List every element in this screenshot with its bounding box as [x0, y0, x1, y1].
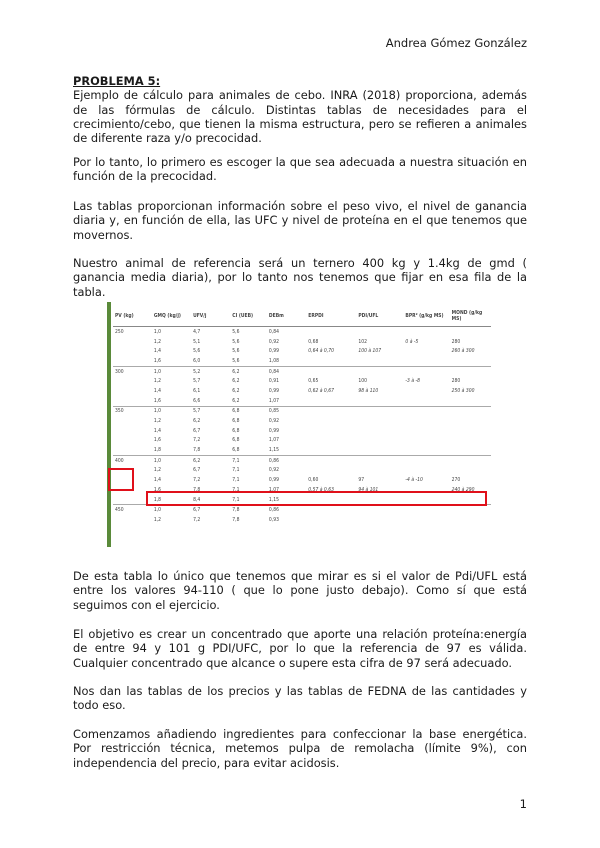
- table-cell: 1,4: [153, 477, 162, 484]
- table-cell: [450, 455, 491, 465]
- table-cell: 6,2: [232, 387, 240, 394]
- table-cell: 100 à 107: [358, 348, 382, 355]
- table-header-cell: CI (UEB): [230, 306, 267, 327]
- table-cell: 1,4: [153, 348, 162, 355]
- page-number: 1: [519, 797, 527, 811]
- table-cell: 5,2: [191, 366, 230, 376]
- table-cell: 0,92: [268, 418, 279, 425]
- table-cell: 1,2: [153, 516, 162, 523]
- paragraph-intro: Ejemplo de cálculo para animales de cebo. INRA (2018) proporciona, además de las fórmulas de cálculo. Distintas tablas de necesidades para el crecimiento/cebo, que tienen la misma estructura, pero se refieren a animales de diferente raza y/o precocidad.: [73, 88, 527, 146]
- table-cell: 6,2: [230, 366, 267, 376]
- author-header: Andrea Gómez González: [385, 36, 527, 50]
- table-cell: [113, 396, 152, 406]
- highlight-400kg: [108, 468, 134, 491]
- table-cell: 6,8: [232, 437, 240, 444]
- table-cell: [113, 445, 152, 455]
- table-cell: 0,62 à 0,67: [308, 387, 334, 394]
- table-cell: 1,0: [152, 455, 191, 465]
- table-cell: [306, 445, 356, 455]
- table-cell: [403, 356, 449, 366]
- table-cell: 6,2: [232, 397, 240, 404]
- table-cell: 6,7: [193, 427, 201, 434]
- table-cell: [113, 416, 152, 426]
- table-cell: 280: [451, 338, 461, 345]
- table-cell: 1,8: [153, 496, 162, 503]
- table-cell: 6,2: [191, 455, 230, 465]
- table-cell: [113, 337, 152, 347]
- table-cell: [113, 346, 152, 356]
- paragraph-reference-animal: Nuestro animal de referencia será un ternero 400 kg y 1.4kg de gmd ( ganancia media diaria), por lo tanto nos tenemos que fijar en esa fila de la tabla.: [73, 256, 527, 299]
- table-cell: 1,08: [268, 357, 279, 364]
- table-cell: 0,86: [267, 505, 306, 515]
- table-cell: 1,07: [268, 486, 279, 493]
- table-cell: 0,99: [268, 427, 279, 434]
- table-cell: 98 à 110: [358, 387, 379, 394]
- table-cell: 1,15: [268, 496, 279, 503]
- paragraph-energy-base: Comenzamos añadiendo ingredientes para confeccionar la base energética. Por restricción técnica, metemos pulpa de remolacha (límite 9%), con independencia del precio, para evitar acidosis.: [73, 727, 527, 770]
- table-cell: 0,99: [268, 348, 279, 355]
- table-cell: 1,4: [153, 427, 162, 434]
- table-cell: 450: [113, 505, 152, 515]
- table-cell: 102: [358, 338, 367, 345]
- table-cell: 0,57 à 0,63: [308, 486, 334, 493]
- table-cell: [306, 396, 356, 406]
- table-cell: -4 à -10: [405, 477, 423, 484]
- table-cell: 250: [115, 328, 124, 335]
- table-header-cell: UFV/j: [191, 306, 230, 327]
- table-cell: [403, 386, 449, 396]
- table-cell: 300: [113, 366, 152, 376]
- table-cell: 7,1: [232, 496, 240, 503]
- table-row: [113, 475, 491, 485]
- table-cell: 7,2: [193, 437, 201, 444]
- table-cell: 7,1: [232, 467, 240, 474]
- table-header-cell: ERPDI: [306, 306, 356, 327]
- table-cell: [403, 426, 449, 436]
- table-cell: 1,6: [153, 486, 162, 493]
- table-row: [113, 327, 491, 337]
- table-row: [113, 416, 491, 426]
- table-cell: [356, 466, 403, 476]
- table-cell: 94 à 101: [358, 486, 379, 493]
- table-row: [113, 505, 491, 515]
- table-cell: [403, 455, 449, 465]
- table-cell: [450, 436, 491, 446]
- table-cell: 7,8: [193, 447, 201, 454]
- table-cell: [306, 455, 356, 465]
- table-cell: 1,2: [153, 467, 162, 474]
- table-cell: 5,7: [193, 378, 201, 385]
- paragraph-prices: Nos dan las tablas de los precios y las tablas de FEDNA de las cantidades y todo eso.: [73, 684, 527, 713]
- table-header-cell: BPR² (g/kg MS): [403, 306, 449, 327]
- table-cell: 7,1: [232, 486, 240, 493]
- table-row: [113, 466, 491, 476]
- table-row: [113, 406, 491, 416]
- paragraph-objective: El objetivo es crear un concentrado que aporte una relación proteína:energía de entre 94 y 101 g PDI/UFC, por lo que la referencia de 97 es válida. Cualquier concentrado que alcance o supere esta cifra de 97 será adecuado.: [73, 627, 527, 670]
- table-cell: [306, 416, 356, 426]
- table-cell: 240 à 290: [451, 486, 475, 493]
- table-cell: 0 à -5: [405, 338, 419, 345]
- table-cell: [306, 327, 356, 337]
- paragraph-pdi-ufl: De esta tabla lo único que tenemos que mirar es si el valor de Pdi/UFL está entre los valores 94-110 ( que lo pone justo debajo). Como sí que está seguimos con el ejercicio.: [73, 569, 527, 612]
- table-row: [113, 396, 491, 406]
- highlight-row-1-4: [146, 491, 487, 506]
- table-header-cell: PDI/UFL: [356, 306, 403, 327]
- table-cell: 6,2: [193, 418, 201, 425]
- table-cell: 7,8: [230, 505, 267, 515]
- table-cell: 0,65: [308, 378, 319, 385]
- table-cell: 1,6: [153, 397, 162, 404]
- table-cell: 6,0: [193, 357, 201, 364]
- table-row: [113, 356, 491, 366]
- table-cell: [450, 416, 491, 426]
- table-cell: [450, 396, 491, 406]
- table-cell: 0,84: [267, 366, 306, 376]
- table-cell: [306, 406, 356, 416]
- table-cell: [306, 366, 356, 376]
- table-cell: [356, 505, 403, 515]
- table-cell: [306, 515, 356, 525]
- requirements-table-image: [107, 302, 491, 547]
- table-cell: 6,1: [193, 387, 201, 394]
- table-cell: [450, 356, 491, 366]
- table-cell: 1,6: [153, 437, 162, 444]
- table-cell: 400: [113, 455, 152, 465]
- table-cell: 8,4: [193, 496, 201, 503]
- table-cell: 270: [451, 477, 461, 484]
- table-cell: 1,0: [153, 328, 162, 335]
- table-cell: 0,86: [267, 455, 306, 465]
- table-row: [113, 445, 491, 455]
- table-cell: 0,92: [268, 467, 279, 474]
- table-cell: 97: [358, 477, 365, 484]
- table-cell: 6,6: [193, 397, 201, 404]
- table-cell: 7,1: [232, 477, 240, 484]
- table-cell: 5,6: [193, 348, 201, 355]
- table-cell: 100: [358, 378, 367, 385]
- table-header-cell: MOND (g/kg MS): [450, 306, 491, 327]
- table-cell: 5,6: [232, 357, 240, 364]
- table-cell: [113, 376, 152, 386]
- table-cell: 6,8: [232, 418, 240, 425]
- table-header-cell: GMQ (kg/j): [152, 306, 191, 327]
- table-row: [113, 366, 491, 376]
- table-cell: [306, 356, 356, 366]
- table-cell: [403, 406, 449, 416]
- table-cell: 1,4: [153, 387, 162, 394]
- table-cell: 7,2: [193, 516, 201, 523]
- table-cell: 0,84: [268, 328, 279, 335]
- table-cell: 6,8: [230, 406, 267, 416]
- table-header-cell: PV (kg): [113, 306, 152, 327]
- table-cell: [306, 426, 356, 436]
- table-side-bar: [107, 302, 111, 547]
- table-cell: [113, 356, 152, 366]
- table-row: [113, 376, 491, 386]
- table-cell: 0,99: [268, 477, 279, 484]
- problem-title: PROBLEMA 5:: [73, 74, 161, 88]
- table-cell: 280: [451, 378, 461, 385]
- table-cell: 0,92: [268, 338, 279, 345]
- paragraph-precocity: Por lo tanto, lo primero es escoger la que sea adecuada a nuestra situación en función de la precocidad.: [73, 155, 527, 184]
- table-cell: 7,8: [232, 516, 240, 523]
- table-cell: 6,7: [193, 467, 201, 474]
- table-cell: 1,0: [152, 406, 191, 416]
- table-cell: [450, 445, 491, 455]
- table-cell: 5,6: [232, 328, 240, 335]
- table-cell: 1,0: [152, 505, 191, 515]
- table-cell: [403, 466, 449, 476]
- table-cell: 1,2: [153, 418, 162, 425]
- table-cell: 7,2: [193, 477, 201, 484]
- table-cell: 5,6: [232, 348, 240, 355]
- table-cell: 7,1: [230, 455, 267, 465]
- table-cell: 0,64 à 0,70: [308, 348, 334, 355]
- table-row: [113, 455, 491, 465]
- table-row: [113, 386, 491, 396]
- table-cell: 1,6: [153, 357, 162, 364]
- table-cell: [356, 327, 403, 337]
- table-cell: 0,60: [308, 477, 319, 484]
- table-cell: 1,2: [153, 378, 162, 385]
- table-cell: [356, 396, 403, 406]
- table-cell: [403, 416, 449, 426]
- table-cell: 1,07: [268, 397, 279, 404]
- table-row: [113, 436, 491, 446]
- table-header-cell: DEBm: [267, 306, 306, 327]
- table-cell: [356, 356, 403, 366]
- table-cell: [306, 466, 356, 476]
- table-cell: 0,68: [308, 338, 319, 345]
- table-cell: 6,8: [232, 447, 240, 454]
- table-cell: [356, 445, 403, 455]
- table-cell: [356, 406, 403, 416]
- table-cell: 1,15: [268, 447, 279, 454]
- table-cell: 0,85: [267, 406, 306, 416]
- table-cell: [113, 426, 152, 436]
- table-cell: 5,7: [191, 406, 230, 416]
- table-cell: [356, 426, 403, 436]
- table-cell: [356, 455, 403, 465]
- table-cell: [113, 386, 152, 396]
- table-cell: 1,0: [152, 366, 191, 376]
- table-cell: [356, 436, 403, 446]
- table-row: [113, 426, 491, 436]
- table-row: [113, 515, 491, 525]
- table-cell: [450, 426, 491, 436]
- table-cell: 1,07: [268, 437, 279, 444]
- table-cell: 350: [113, 406, 152, 416]
- table-cell: 5,1: [193, 338, 201, 345]
- table-cell: [403, 436, 449, 446]
- table-cell: [450, 406, 491, 416]
- table-cell: [356, 416, 403, 426]
- table-cell: 4,7: [193, 328, 201, 335]
- table-cell: 1,8: [153, 447, 162, 454]
- table-cell: -3 à -8: [405, 378, 420, 385]
- table-cell: [450, 466, 491, 476]
- table-row: [113, 337, 491, 347]
- table-cell: 6,2: [232, 378, 240, 385]
- table-cell: [403, 327, 449, 337]
- table-cell: 7,8: [193, 486, 201, 493]
- table-cell: [113, 515, 152, 525]
- table-cell: [403, 366, 449, 376]
- table-cell: [403, 505, 449, 515]
- table-cell: [403, 346, 449, 356]
- table-cell: 6,7: [191, 505, 230, 515]
- table-cell: [450, 515, 491, 525]
- table-cell: [306, 505, 356, 515]
- table-cell: 0,91: [268, 378, 279, 385]
- table-cell: 6,8: [232, 427, 240, 434]
- table-cell: [306, 436, 356, 446]
- section-1: [73, 74, 527, 145]
- table-cell: [450, 327, 491, 337]
- table-cell: [356, 515, 403, 525]
- paragraph-tables-info: Las tablas proporcionan información sobre el peso vivo, el nivel de ganancia diaria y, en función de ella, las UFC y nivel de proteína en el que tenemos que movernos.: [73, 199, 527, 242]
- table-cell: 5,6: [232, 338, 240, 345]
- table-cell: [113, 436, 152, 446]
- table-header-row: [113, 306, 491, 327]
- table-cell: [356, 366, 403, 376]
- table-row: [113, 346, 491, 356]
- table-cell: [403, 515, 449, 525]
- table-cell: [403, 445, 449, 455]
- table-cell: [450, 366, 491, 376]
- table-cell: 0,93: [268, 516, 279, 523]
- table-cell: [450, 505, 491, 515]
- table-cell: 260 à 300: [451, 348, 475, 355]
- table-cell: [403, 396, 449, 406]
- table-cell: 1,2: [153, 338, 162, 345]
- table-cell: 0,99: [268, 387, 279, 394]
- table-cell: 250 à 300: [451, 387, 475, 394]
